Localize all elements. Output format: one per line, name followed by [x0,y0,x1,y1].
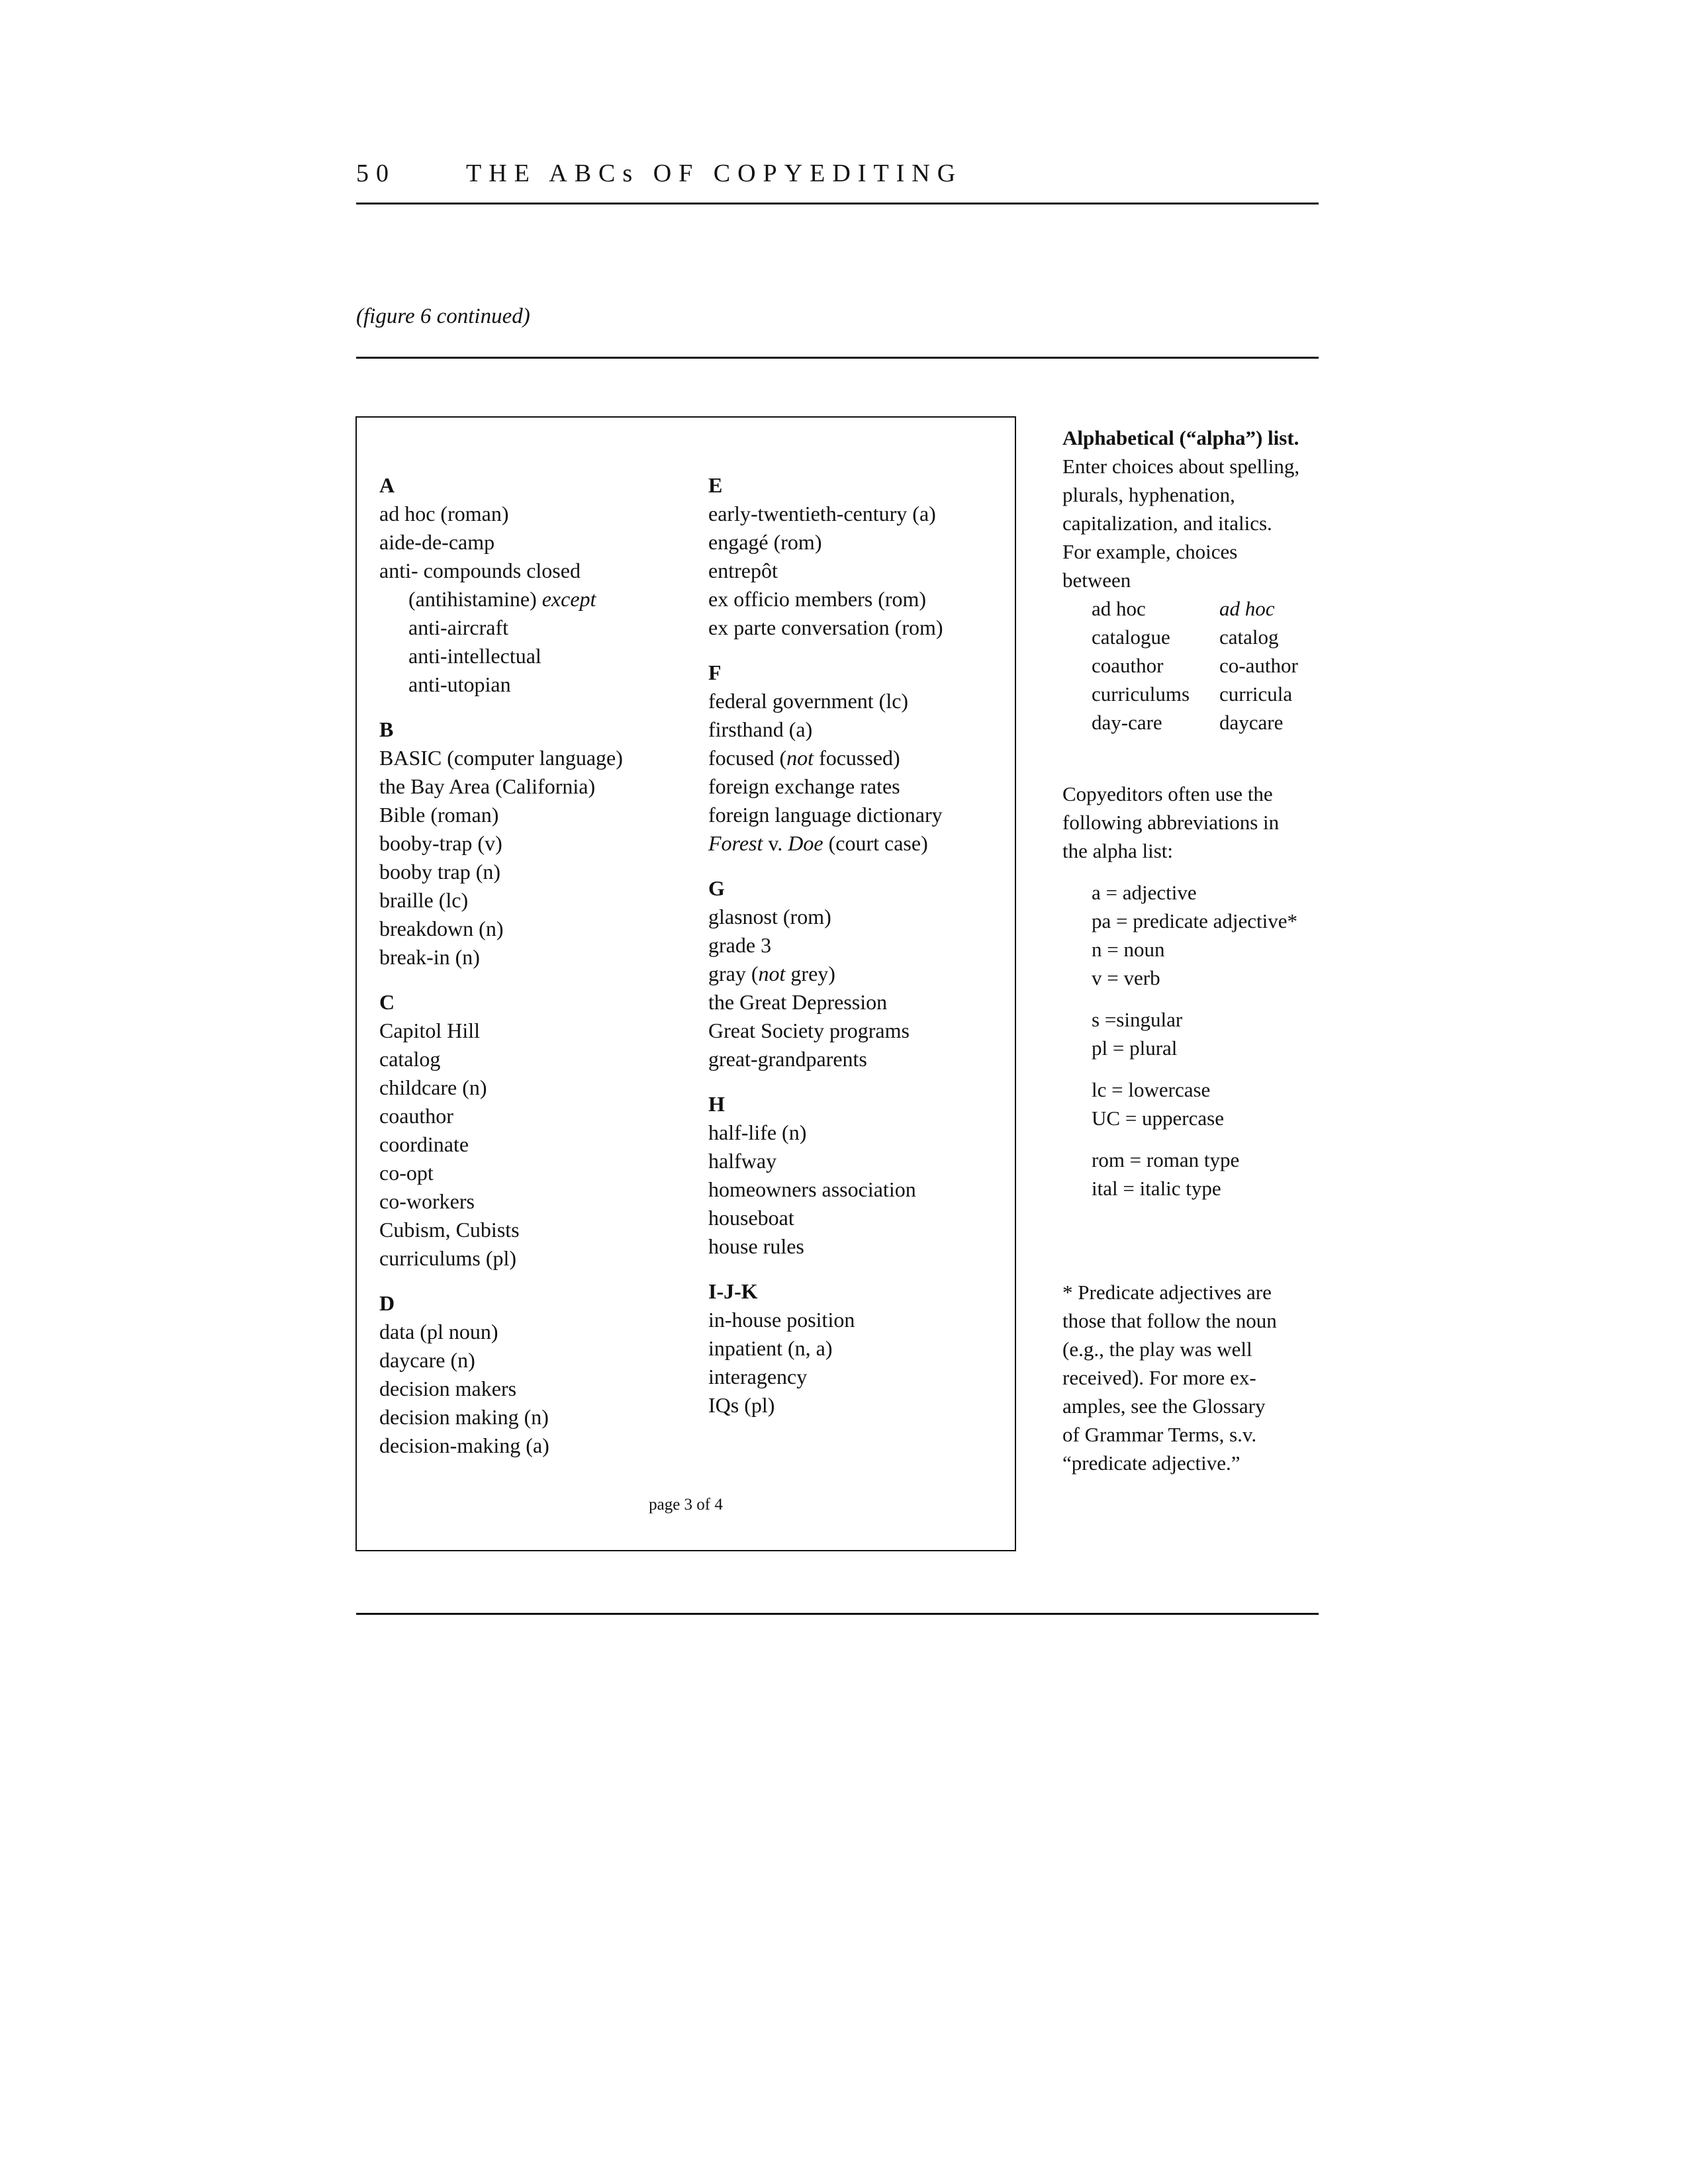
abbreviation-item: lc = lowercase [1092,1078,1211,1101]
entry-text: anti- compounds closed [379,559,581,582]
section-letter: B [379,717,394,741]
alpha-entry [708,687,943,715]
choice-a: catalogue [1092,625,1170,649]
choice-b: co-author [1219,654,1298,677]
footnote-line: (e.g., the play was well [1062,1338,1252,1361]
entry-text: half-life (n) [708,1120,807,1144]
sidebar-line: following abbreviations in [1062,811,1280,834]
alpha-entry [379,528,623,557]
alpha-entry [379,1102,623,1130]
footnote-line: received). For more ex- [1062,1366,1256,1389]
alpha-entry [379,642,623,670]
choice-b: ad hoc [1219,597,1275,620]
choice-a: curriculums [1092,682,1190,705]
alpha-entry [379,1073,623,1102]
abbreviation-item: UC = uppercase [1092,1107,1224,1130]
choice-b: daycare [1219,711,1284,734]
entry-text: anti-utopian [408,672,511,696]
header-rule [356,203,1319,205]
alpha-list-column-1 [379,471,623,1460]
entry-text: houseboat [708,1206,794,1230]
spelling-choice-pairs [1092,594,1327,737]
sidebar-line: Copyeditors often use the [1062,782,1273,805]
sidebar-heading: Alphabetical (“alpha”) list. [1062,426,1299,449]
entry-text: Capitol Hill [379,1019,480,1042]
abbreviations-section [1062,780,1327,1203]
alpha-entry [379,614,623,642]
figure-page-footer: page 3 of 4 [649,1496,723,1514]
alpha-entry [379,1375,623,1403]
entry-text: foreign exchange rates [708,774,900,798]
alpha-entry [708,614,943,642]
entry-text: break-in (n) [379,945,480,969]
choice-pair [1092,651,1327,680]
alpha-entry [379,1159,623,1187]
entry-text: IQs (pl) [708,1393,775,1417]
entry-text: decision making (n) [379,1405,549,1429]
section-letter: H [708,1092,725,1116]
section-letter: I-J-K [708,1279,758,1303]
alpha-entry [379,1318,623,1346]
alpha-entry [379,1045,623,1073]
alpha-entry [708,1334,943,1363]
alpha-entry [708,801,943,829]
alpha-entry [708,1232,943,1261]
entry-text: foreign language dictionary [708,803,943,827]
choice-pair [1092,594,1327,623]
alpha-entry [708,1175,943,1204]
alpha-entry [708,585,943,614]
sidebar-notes [1062,424,1327,737]
abbreviation-item: a = adjective [1092,881,1197,904]
entry-italic: Forest [708,831,763,855]
alpha-entry [379,1432,623,1460]
alpha-entry [708,744,943,772]
alpha-entry [708,1118,943,1147]
entry-text: v. [763,831,788,855]
entry-text: focused ( [708,746,787,770]
section-letter: F [708,660,722,684]
alpha-entry [708,829,943,858]
sidebar-intro [1062,452,1327,594]
entry-text: aide-de-camp [379,530,495,554]
alpha-entry [379,585,623,614]
section-letter: A [379,473,395,497]
entry-text: booby-trap (v) [379,831,502,855]
alpha-entry [708,960,943,988]
alpha-entry [708,528,943,557]
alpha-entry [708,988,943,1017]
sidebar-line: For example, choices [1062,540,1238,563]
entry-italic: Doe [788,831,823,855]
entry-text: grade 3 [708,933,772,957]
entry-text: curriculums (pl) [379,1246,517,1270]
choice-pair [1092,623,1327,651]
entry-text: childcare (n) [379,1075,487,1099]
entry-text: homeowners association [708,1177,916,1201]
entry-text: anti-aircraft [408,615,508,639]
alpha-entry [379,1187,623,1216]
sidebar-line: plurals, hyphenation, [1062,483,1235,506]
entry-text: booby trap (n) [379,860,501,884]
alpha-entry [379,772,623,801]
alpha-entry [708,1391,943,1420]
sidebar-line: Enter choices about spelling, [1062,455,1300,478]
alpha-entry [708,1306,943,1334]
entry-text: firsthand (a) [708,717,813,741]
entry-text: daycare (n) [379,1348,475,1372]
footnote-line: * Predicate adjectives are [1062,1281,1272,1304]
alpha-entry [379,829,623,858]
entry-italic: except [541,587,596,611]
entry-text: braille (lc) [379,888,469,912]
entry-text: federal government (lc) [708,689,909,713]
entry-text: in-house position [708,1308,855,1332]
entry-text: data (pl noun) [379,1320,498,1343]
entry-text: co-opt [379,1161,434,1185]
abbreviation-item: pl = plural [1092,1036,1178,1060]
sidebar-line: the alpha list: [1062,839,1174,862]
entry-italic: not [758,962,786,985]
choice-pair [1092,680,1327,708]
entry-text: grey) [785,962,835,985]
entry-text: engagé (rom) [708,530,822,554]
entry-text: glasnost (rom) [708,905,831,929]
entry-text: entrepôt [708,559,778,582]
entry-text: ex officio members (rom) [708,587,927,611]
entry-text: halfway [708,1149,777,1173]
alpha-entry [379,500,623,528]
alpha-entry [379,858,623,886]
abbreviation-item: s =singular [1092,1008,1183,1031]
entry-text: (court case) [823,831,928,855]
alpha-entry [708,931,943,960]
abbreviation-item: n = noun [1092,938,1165,961]
entry-text: focussed) [814,746,900,770]
entry-text: house rules [708,1234,804,1258]
footnote-line: amples, see the Glossary [1062,1394,1266,1418]
section-letter: E [708,473,723,497]
choice-b: curricula [1219,682,1293,705]
abbreviation-item: v = verb [1092,966,1160,989]
entry-text: inpatient (n, a) [708,1336,833,1360]
alpha-entry [379,1244,623,1273]
footer-rule [356,1613,1319,1615]
alpha-entry [379,670,623,699]
page-number: 50 [356,159,396,187]
choice-b: catalog [1219,625,1279,649]
footnote [1062,1278,1327,1477]
entry-text: great-grandparents [708,1047,867,1071]
alpha-entry [708,1045,943,1073]
group-spacer [1092,1132,1327,1146]
entry-text: decision makers [379,1377,517,1400]
entry-text: ad hoc (roman) [379,502,509,525]
entry-text: Great Society programs [708,1019,910,1042]
abbreviation-list [1092,878,1327,1203]
alpha-entry [379,801,623,829]
entry-text: ex parte conversation (rom) [708,615,943,639]
choice-a: day-care [1092,711,1162,734]
entry-text: Cubism, Cubists [379,1218,520,1242]
abbreviations-intro [1062,780,1327,865]
abbreviation-item: pa = predicate adjective* [1092,909,1297,933]
section-letter: C [379,990,395,1014]
footnote-line: “predicate adjective.” [1062,1451,1241,1475]
entry-text: Bible (roman) [379,803,499,827]
alpha-entry [379,943,623,972]
footnote-line: of Grammar Terms, s.v. [1062,1423,1257,1446]
alpha-entry [708,1017,943,1045]
sidebar-line: capitalization, and italics. [1062,512,1272,535]
alpha-entry [708,500,943,528]
alpha-entry [379,1403,623,1432]
entry-text: breakdown (n) [379,917,504,940]
entry-text: decision-making (a) [379,1433,549,1457]
entry-text: early-twentieth-century (a) [708,502,936,525]
choice-a: coauthor [1092,654,1164,677]
sidebar-line: between [1062,569,1131,592]
entry-text: coordinate [379,1132,469,1156]
entry-text: BASIC (computer language) [379,746,623,770]
alpha-list-figure [355,416,1016,1551]
caption-rule [356,357,1319,359]
entry-text: (antihistamine) [408,587,537,611]
entry-text: anti-intellectual [408,644,541,668]
section-letter: D [379,1291,395,1315]
entry-text: gray ( [708,962,759,985]
alpha-entry [708,1147,943,1175]
entry-text: the Great Depression [708,990,888,1014]
choice-a: ad hoc [1092,597,1146,620]
alpha-entry [379,1017,623,1045]
alpha-entry [379,1130,623,1159]
alpha-entry [379,915,623,943]
figure-caption: (figure 6 continued) [356,304,530,328]
alpha-entry [708,715,943,744]
entry-text: coauthor [379,1104,453,1128]
alpha-list-column-2 [708,471,943,1420]
entry-text: the Bay Area (California) [379,774,596,798]
abbreviation-item: ital = italic type [1092,1177,1221,1200]
alpha-entry [708,903,943,931]
abbreviation-item: rom = roman type [1092,1148,1240,1171]
choice-pair [1092,708,1327,737]
alpha-entry [379,1346,623,1375]
section-letter: G [708,876,725,900]
group-spacer [1092,992,1327,1005]
footnote-line: those that follow the noun [1062,1309,1277,1332]
alpha-entry [708,1204,943,1232]
running-title: THE ABCs OF COPYEDITING [466,159,963,187]
running-head [356,159,962,188]
alpha-entry [379,886,623,915]
alpha-entry [379,744,623,772]
alpha-entry [708,772,943,801]
group-spacer [1092,1062,1327,1075]
entry-text: catalog [379,1047,441,1071]
alpha-entry [379,1216,623,1244]
alpha-entry [708,557,943,585]
entry-italic: not [786,746,814,770]
alpha-entry [708,1363,943,1391]
alpha-entry [379,557,623,585]
entry-text: co-workers [379,1189,475,1213]
entry-text: interagency [708,1365,808,1388]
